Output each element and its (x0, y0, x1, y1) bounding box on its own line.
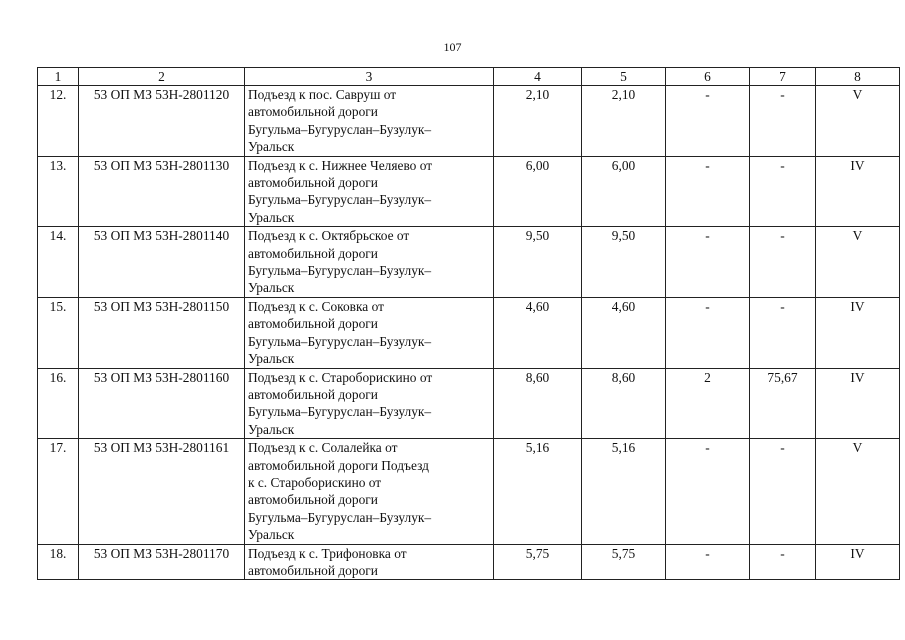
count-value: - (666, 544, 750, 580)
measure-value: - (750, 86, 816, 157)
header-cell-8: 8 (816, 68, 900, 86)
road-name (245, 227, 494, 298)
length-value: 8,60 (582, 368, 666, 439)
road-name (245, 156, 494, 227)
length-total: 5,75 (494, 544, 582, 580)
table-row (38, 297, 900, 368)
road-name-line: Уральск (248, 209, 295, 225)
road-name-line: Бугульма–Бугуруслан–Бузулук– (248, 263, 432, 279)
road-code: 53 ОП МЗ 53Н-2801140 (79, 227, 245, 298)
road-name-line: Уральск (248, 421, 295, 437)
length-value: 5,75 (582, 544, 666, 580)
measure-value: - (750, 227, 816, 298)
count-value: - (666, 439, 750, 544)
length-total: 6,00 (494, 156, 582, 227)
road-name-line: Уральск (248, 139, 295, 155)
road-category: V (816, 227, 900, 298)
count-value: - (666, 227, 750, 298)
road-name-line: Подъезд к с. Солалейка от (248, 440, 398, 456)
road-code: 53 ОП МЗ 53Н-2801170 (79, 544, 245, 580)
header-cell-7: 7 (750, 68, 816, 86)
length-total: 5,16 (494, 439, 582, 544)
road-name-line: Подъезд к пос. Савруш от (248, 87, 397, 102)
road-name-line: автомобильной дороги (248, 562, 378, 578)
row-number: 12. (38, 86, 79, 157)
table-row (38, 544, 900, 580)
road-name (245, 368, 494, 439)
road-name-line: автомобильной дороги (248, 245, 378, 261)
length-total: 8,60 (494, 368, 582, 439)
measure-value: - (750, 439, 816, 544)
road-name-line: автомобильной дороги (248, 316, 378, 332)
road-name-line: автомобильной дороги Подъезд (248, 457, 429, 473)
road-name-line: Подъезд к с. Октябрьское от (248, 228, 410, 244)
table-row (38, 86, 900, 157)
page-number: 107 (443, 40, 462, 54)
count-value: - (666, 156, 750, 227)
count-value: - (666, 86, 750, 157)
road-name-line: Бугульма–Бугуруслан–Бузулук– (248, 121, 432, 137)
measure-value: 75,67 (750, 368, 816, 439)
header-cell-2: 2 (79, 68, 245, 86)
road-code: 53 ОП МЗ 53Н-2801150 (79, 297, 245, 368)
road-name (245, 86, 494, 157)
header-cell-5: 5 (582, 68, 666, 86)
road-name-line: Бугульма–Бугуруслан–Бузулук– (248, 333, 432, 349)
road-name (245, 297, 494, 368)
road-category: IV (816, 297, 900, 368)
header-cell-1: 1 (38, 68, 79, 86)
road-name-line: автомобильной дороги (248, 492, 378, 508)
road-category: IV (816, 156, 900, 227)
count-value: - (666, 297, 750, 368)
measure-value: - (750, 544, 816, 580)
road-code: 53 ОП МЗ 53Н-2801161 (79, 439, 245, 544)
length-value: 2,10 (582, 86, 666, 157)
road-name-line: Бугульма–Бугуруслан–Бузулук– (248, 509, 432, 525)
road-name-line: к с. Староборискино от (248, 474, 382, 490)
length-total: 2,10 (494, 86, 582, 157)
road-name-line: Подъезд к с. Трифоновка от (248, 545, 407, 561)
table-row (38, 439, 900, 544)
header-cell-3: 3 (245, 68, 494, 86)
road-name-line: Бугульма–Бугуруслан–Бузулук– (248, 404, 432, 420)
table-row (38, 227, 900, 298)
road-code: 53 ОП МЗ 53Н-2801160 (79, 368, 245, 439)
count-value: 2 (666, 368, 750, 439)
length-value: 5,16 (582, 439, 666, 544)
road-name-line: автомобильной дороги (248, 104, 378, 120)
road-name-line: автомобильной дороги (248, 175, 378, 191)
row-number: 14. (38, 227, 79, 298)
row-number: 18. (38, 544, 79, 580)
table-row (38, 156, 900, 227)
road-name-line: Подъезд к с. Староборискино от (248, 369, 433, 385)
header-cell-4: 4 (494, 68, 582, 86)
road-name (245, 439, 494, 544)
road-name-line: Подъезд к с. Нижнее Челяево от (248, 157, 433, 173)
row-number: 15. (38, 297, 79, 368)
road-category: V (816, 439, 900, 544)
road-category: IV (816, 544, 900, 580)
table-row (38, 368, 900, 439)
roads-table (37, 67, 900, 580)
length-value: 6,00 (582, 156, 666, 227)
road-code: 53 ОП МЗ 53Н-2801120 (79, 86, 245, 157)
road-name-line: Уральск (248, 280, 295, 296)
length-value: 4,60 (582, 297, 666, 368)
length-total: 4,60 (494, 297, 582, 368)
road-name-line: Бугульма–Бугуруслан–Бузулук– (248, 192, 432, 208)
row-number: 17. (38, 439, 79, 544)
row-number: 16. (38, 368, 79, 439)
road-name-line: Подъезд к с. Соковка от (248, 298, 384, 314)
header-cell-6: 6 (666, 68, 750, 86)
row-number: 13. (38, 156, 79, 227)
road-name-line: Уральск (248, 351, 295, 367)
road-name-line: Уральск (248, 527, 295, 543)
length-total: 9,50 (494, 227, 582, 298)
header-row (38, 68, 900, 86)
road-name (245, 544, 494, 580)
road-category: IV (816, 368, 900, 439)
measure-value: - (750, 156, 816, 227)
length-value: 9,50 (582, 227, 666, 298)
road-category: V (816, 86, 900, 157)
road-code: 53 ОП МЗ 53Н-2801130 (79, 156, 245, 227)
measure-value: - (750, 297, 816, 368)
road-name-line: автомобильной дороги (248, 386, 378, 402)
